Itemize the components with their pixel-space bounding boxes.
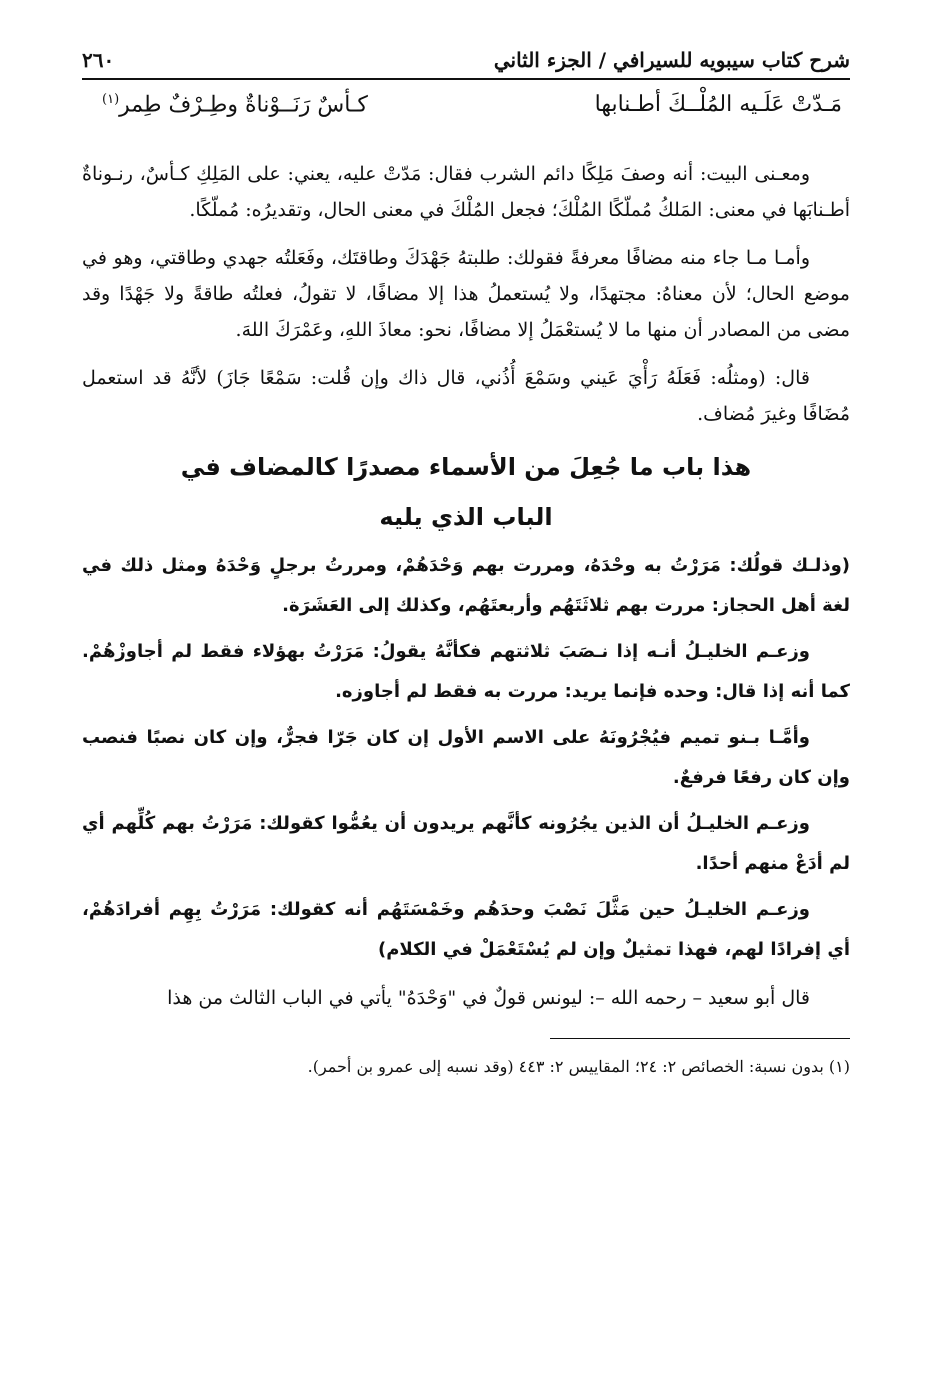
paragraph-abu-said: قال أبو سعيد – رحمه الله –: ليونس قولٌ في "وَحْدَهُ" يأتي في الباب الثالث من هذا	[167, 987, 810, 1009]
chapter-title	[82, 442, 850, 542]
paragraph-mudaf-marifa: وأمـا مـا جاء منه مضافًا معرفةً فقولك: طلبتهُ جَهْدَكَ وطاقتَك، وفَعَلتُه جهدي وطاقتي، وهو في موضع الحال؛ لأن معناهُ: مجتهدًا، ولا يُستعملُ هذا إلا مضافًا، لا تقولُ، فعلتُه طاقةً ولا جَهْدًا وقد مضى من المصادر أن منها ما لا يُستعْمَلُ إلا مضافًا، نحو: معاذَ اللهِ، وعَمْرَكَ اللهَ.	[82, 247, 850, 341]
verse-hemistich-first: مَـدّتْ عَلَـيه المُلْــكَ أطـنابها	[594, 92, 842, 117]
page	[82, 38, 850, 1081]
poetry-verse	[82, 92, 850, 138]
header-divider	[82, 78, 850, 80]
quoted-paragraph: وأمَّـا بـنو تميم فيُجْرُونَهُ على الاسم الأول إن كان جَرّا فجرٌّ، وإن كان نصبًا فنصب وإن كان رفعًا فرفعٌ.	[82, 727, 850, 788]
chapter-title-line-2: الباب الذي يليه	[379, 503, 553, 531]
quoted-paragraph: وزعـم الخليـلُ حين مَثَّلَ نَصْبَ وحدَهُم وخَمْسَتَهُم أنه كقولك: مَرَرْتُ بِهِم أفرادَهُمْ، أي إفرادًا لهم، فهذا تمثيلٌ وإن لم يُسْتَعْمَلْ في الكلام)	[82, 899, 850, 960]
quoted-paragraph: وزعـم الخليـلُ أنـه إذا نـصَبَ ثلاثتهم فكأنَّهُ يقولُ: مَرَرْتُ بهؤلاء فقط لم أجاوزْهُمْ. كما أنه إذا قال: وحده فإنما يريد: مررت به فقط لم أجاوزه.	[82, 641, 850, 702]
paragraph-verse-meaning: ومعـنى البيت: أنه وصفَ مَلِكًا دائم الشرب فقال: مَدّتْ عليه، يعني: على المَلِكِ كـأسٌ، رنـوناةٌ أطـنابَها في معنى: المَلكُ مُملّكًا المُلْكَ؛ فجعل المُلْكَ في معنى الحال، وتقديرُه: مُملّكًا.	[82, 163, 850, 221]
page-number: ٢٦٠	[82, 48, 115, 72]
book-title: شرح كتاب سيبويه للسيرافي / الجزء الثاني	[493, 48, 850, 72]
quoted-paragraph: وزعـم الخليـلُ أن الذين يجُرُونه كأنَّهم يريدون أن يعُمُّوا كقولك: مَرَرْتُ بهم كُلِّهم أي لم أدَعْ منهم أحدًا.	[82, 813, 850, 874]
footnote-marker: (١)	[102, 92, 120, 107]
verse-hemistich-second	[102, 92, 368, 138]
chapter-title-line-1: هذا باب ما جُعِلَ من الأسماء مصدرًا كالمضاف في	[180, 453, 752, 481]
footnote: (١) بدون نسبة: الخصائص ٢: ٢٤؛ المقاييس ٢: ٤٤٣ (وقد نسبه إلى عمرو بن أحمر).	[307, 1057, 850, 1076]
verse-hemistich-second-text: كـأسٌ رَنَــوْناةٌ وطِـرْفٌ طِمر	[119, 92, 368, 118]
paragraph-qala-mithluhu: قال: (ومثلُه: فَعَلَهُ رَأْيَ عَيني وسَمْعَ أُذُني، قال ذاك وإن قُلت: سَمْعًا جَازَ) لأنَّهُ قد استعمل مُضَافًا وغيرَ مُضاف.	[82, 367, 850, 425]
running-header	[82, 38, 850, 78]
quoted-paragraph: (وذلـك قولُك: مَرَرْتُ به وحْدَهُ، ومررت بهم وَحْدَهُمْ، ومررتُ برجلٍ وَحْدَهُ ومثل ذلك في لغة أهل الحجاز: مررت بهم ثلاثَتَهُم وأربعتَهُم، وكذلك إلى العَشَرَة.	[82, 555, 850, 616]
footnote-divider	[550, 1038, 850, 1039]
sibawayh-text-block	[82, 546, 850, 970]
